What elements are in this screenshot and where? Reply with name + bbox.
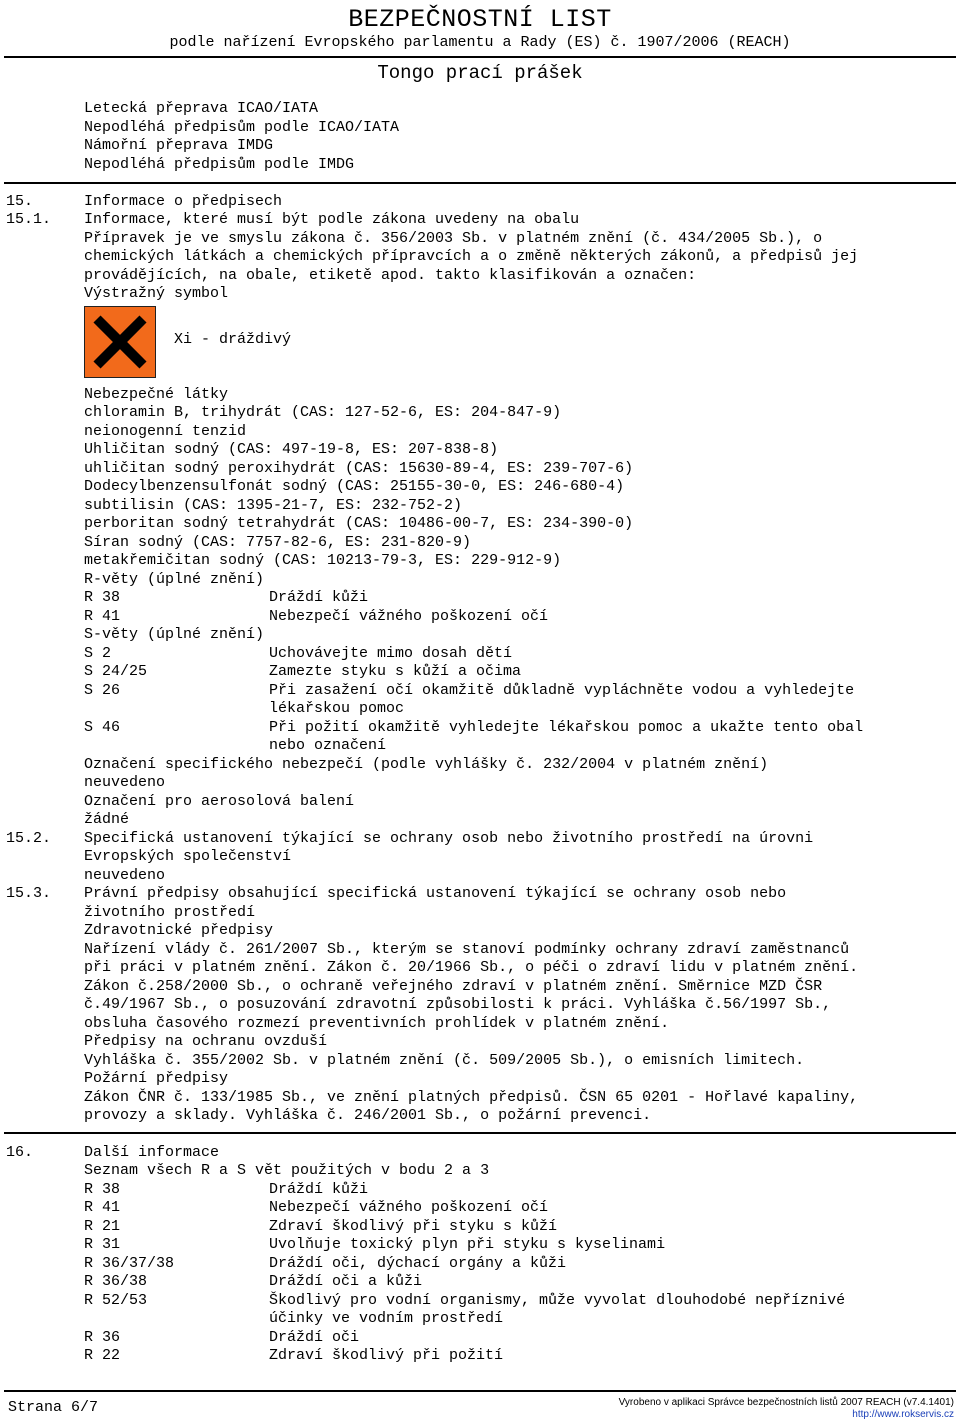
- document-subtitle: podle nařízení Evropského parlamentu a Rady (ES) č. 1907/2006 (REACH): [169, 34, 791, 51]
- section-divider: [4, 182, 956, 184]
- document-title: BEZPEČNOSTNÍ LIST: [348, 5, 612, 34]
- footer-divider: [4, 1390, 956, 1392]
- generator-note: [619, 1397, 954, 1421]
- section-divider: [4, 1132, 956, 1134]
- generator-text: Vyrobeno v aplikaci Správce bezpečnostních listů 2007 REACH (v7.4.1401): [618, 1397, 954, 1408]
- page-number: Strana 6/7: [8, 1399, 99, 1416]
- product-name: Tongo prací prášek: [377, 62, 583, 84]
- header-divider: [4, 56, 956, 58]
- generator-link[interactable]: http://www.rokservis.cz: [852, 1409, 954, 1420]
- hazard-class-label: Xi - dráždivý: [174, 331, 292, 348]
- irritant-cross-icon: [84, 306, 156, 378]
